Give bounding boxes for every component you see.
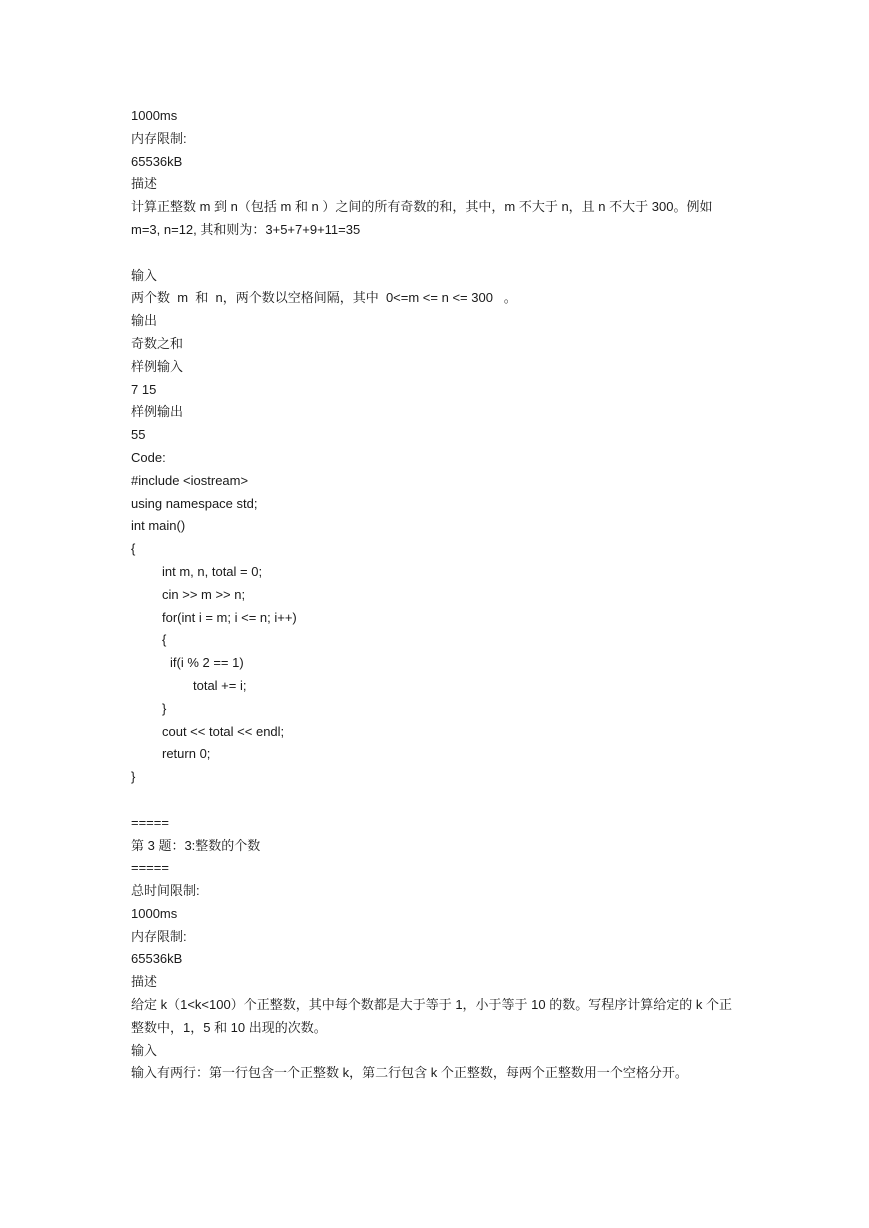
output-text: 奇数之和 [131,335,184,351]
input-label: 输入 [131,267,158,283]
code-line: using namespace std; [131,495,258,511]
output-label: 输出 [131,313,158,329]
memory-limit-label: 内存限制: [131,928,187,944]
separator: ===== [131,860,169,876]
memory-limit-value: 65536kB [131,951,183,967]
memory-limit-value: 65536kB [131,153,183,169]
input-label: 输入 [131,1042,158,1058]
blank-line [131,242,741,265]
sample-input-label: 样例输入 [131,358,184,374]
code-line: if(i % 2 == 1) [170,655,244,671]
code-line: return 0; [162,746,211,762]
code-line: } [131,769,136,785]
code-label: Code: [131,449,166,465]
time-limit-value: 1000ms [131,108,178,123]
code-line: for(int i = m; i <= n; i++) [162,609,297,625]
blank-line [131,789,741,812]
time-limit-label: 总时间限制: [131,883,200,899]
description-text: 给定 k（1<k<100）个正整数，其中每个数都是大于等于 1，小于等于 10 的数。写程序计算给定的 k 个正整数中，1，5 和 10 出现的次数。 [131,997,732,1035]
document-page [131,105,741,1085]
memory-limit-label: 内存限制: [131,130,187,146]
sample-output: 55 [131,427,146,443]
problem-title: 第 3 题：3:整数的个数 [131,837,261,853]
code-line: total += i; [193,677,247,693]
code-line: int m, n, total = 0; [162,563,263,579]
code-line: cin >> m >> n; [162,586,246,602]
code-line: { [162,632,167,648]
input-text: 两个数 m 和 n，两个数以空格间隔，其中 0<=m <= n <= 300 。 [131,290,517,306]
input-text: 输入有两行：第一行包含一个正整数 k，第二行包含 k 个正整数，每两个正整数用一个空格分开。 [131,1065,688,1081]
code-line: cout << total << endl; [162,723,285,739]
sample-output-label: 样例输出 [131,404,184,420]
code-line: { [131,541,136,557]
sample-input: 7 15 [131,381,157,397]
code-line: int main() [131,518,186,534]
time-limit-value: 1000ms [131,905,178,921]
separator: ===== [131,814,169,830]
code-line: } [162,700,167,716]
description-label: 描述 [131,974,158,990]
code-line: #include <iostream> [131,472,249,488]
description-text: 计算正整数 m 到 n（包括 m 和 n ）之间的所有奇数的和，其中，m 不大于 n，且 n 不大于 300。例如 m=3, n=12, 其和则为：3+5+7+9+11=35 [131,199,713,237]
description-label: 描述 [131,176,158,192]
